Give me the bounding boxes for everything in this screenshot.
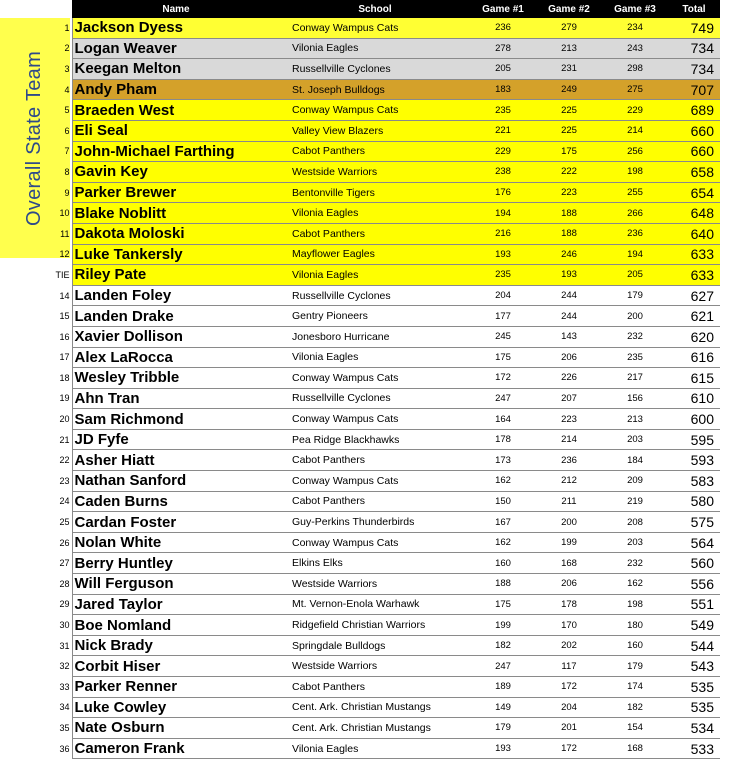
game1-cell: 221 (470, 120, 536, 141)
rank-cell: 5 (64, 105, 70, 116)
rank-cell: 12 (59, 249, 70, 260)
total-header: Total (668, 0, 720, 18)
game2-cell: 204 (536, 697, 602, 718)
name-cell: Ahn Tran (72, 388, 280, 409)
total-cell: 580 (668, 491, 720, 512)
school-cell: Guy-Perkins Thunderbirds (280, 512, 470, 533)
name-cell: Corbit Hiser (72, 656, 280, 677)
game2-cell: 193 (536, 265, 602, 286)
game1-cell: 173 (470, 450, 536, 471)
name-cell: Cardan Foster (72, 512, 280, 533)
school-cell: Cent. Ark. Christian Mustangs (280, 718, 470, 739)
game2-cell: 223 (536, 409, 602, 430)
game3-cell: 194 (602, 244, 668, 265)
game1-cell: 175 (470, 347, 536, 368)
game3-cell: 229 (602, 100, 668, 121)
table-body (40, 18, 720, 759)
game2-cell: 211 (536, 491, 602, 512)
name-cell: Luke Tankersly (72, 244, 280, 265)
school-cell: Gentry Pioneers (280, 306, 470, 327)
name-cell: Cameron Frank (72, 738, 280, 759)
game1-cell: 178 (470, 429, 536, 450)
game1-cell: 247 (470, 388, 536, 409)
school-cell: Cabot Panthers (280, 141, 470, 162)
game1-cell: 188 (470, 574, 536, 595)
table-row (40, 285, 720, 306)
total-cell: 734 (668, 38, 720, 59)
school-cell: Westside Warriors (280, 162, 470, 183)
game2-cell: 172 (536, 677, 602, 698)
rank-cell: 26 (59, 537, 70, 548)
rank-cell: 11 (60, 228, 70, 239)
game1-cell: 229 (470, 141, 536, 162)
name-cell: Sam Richmond (72, 409, 280, 430)
total-cell: 640 (668, 223, 720, 244)
total-cell: 707 (668, 79, 720, 100)
rank-cell: 6 (64, 125, 70, 136)
game3-cell: 213 (602, 409, 668, 430)
name-cell: Boe Nomland (72, 615, 280, 636)
game1-cell: 167 (470, 512, 536, 533)
game3-cell: 255 (602, 182, 668, 203)
school-cell: Conway Wampus Cats (280, 532, 470, 553)
rank-cell: 27 (59, 558, 70, 569)
game2-cell: 188 (536, 223, 602, 244)
game3-cell: 203 (602, 532, 668, 553)
rank-cell: 24 (59, 496, 70, 507)
table-row (40, 738, 720, 759)
game1-cell: 182 (470, 635, 536, 656)
name-cell: Dakota Moloski (72, 223, 280, 244)
school-cell: Jonesboro Hurricane (280, 326, 470, 347)
total-cell: 648 (668, 203, 720, 224)
rank-cell: 30 (59, 620, 70, 631)
rank-cell: 1 (64, 23, 70, 34)
game3-cell: 232 (602, 326, 668, 347)
game3-cell: 256 (602, 141, 668, 162)
game3-cell: 156 (602, 388, 668, 409)
rank-cell: 8 (64, 166, 70, 177)
game3-cell: 184 (602, 450, 668, 471)
name-cell: Luke Cowley (72, 697, 280, 718)
game3-cell: 219 (602, 491, 668, 512)
game3-cell: 217 (602, 368, 668, 389)
game1-cell: 245 (470, 326, 536, 347)
table-row (40, 409, 720, 430)
game2-cell: 117 (536, 656, 602, 677)
name-cell: Nolan White (72, 532, 280, 553)
game1-cell: 164 (470, 409, 536, 430)
game2-cell: 212 (536, 471, 602, 492)
name-cell: Berry Huntley (72, 553, 280, 574)
game2-cell: 170 (536, 615, 602, 636)
rank-cell: 14 (59, 290, 70, 301)
school-cell: Pea Ridge Blackhawks (280, 429, 470, 450)
table-row (40, 491, 720, 512)
total-cell: 633 (668, 265, 720, 286)
table-row (40, 120, 720, 141)
school-cell: Valley View Blazers (280, 120, 470, 141)
game3-cell: 180 (602, 615, 668, 636)
total-cell: 660 (668, 141, 720, 162)
school-cell: Springdale Bulldogs (280, 635, 470, 656)
school-cell: Mt. Vernon-Enola Warhawk (280, 594, 470, 615)
game3-cell: 235 (602, 347, 668, 368)
total-cell: 600 (668, 409, 720, 430)
rank-cell: 10 (59, 208, 70, 219)
game1-cell: 160 (470, 553, 536, 574)
game2-cell: 202 (536, 635, 602, 656)
rank-header (40, 0, 72, 18)
game1-cell: 236 (470, 18, 536, 38)
total-cell: 549 (668, 615, 720, 636)
game2-cell: 249 (536, 79, 602, 100)
name-cell: Landen Foley (72, 285, 280, 306)
game3-cell: 162 (602, 574, 668, 595)
game3-cell: 154 (602, 718, 668, 739)
game2-cell: 188 (536, 203, 602, 224)
game3-cell: 205 (602, 265, 668, 286)
table-row (40, 59, 720, 80)
total-cell: 535 (668, 697, 720, 718)
table-row (40, 574, 720, 595)
game1-header: Game #1 (470, 0, 536, 18)
total-cell: 610 (668, 388, 720, 409)
game3-cell: 182 (602, 697, 668, 718)
game3-cell: 198 (602, 162, 668, 183)
game3-cell: 275 (602, 79, 668, 100)
game2-cell: 168 (536, 553, 602, 574)
game2-cell: 225 (536, 100, 602, 121)
game1-cell: 179 (470, 718, 536, 739)
game2-cell: 199 (536, 532, 602, 553)
total-cell: 654 (668, 182, 720, 203)
school-cell: Vilonia Eagles (280, 738, 470, 759)
total-cell: 593 (668, 450, 720, 471)
school-cell: Conway Wampus Cats (280, 100, 470, 121)
total-cell: 595 (668, 429, 720, 450)
name-cell: Landen Drake (72, 306, 280, 327)
game2-cell: 200 (536, 512, 602, 533)
table-row (40, 388, 720, 409)
game1-cell: 183 (470, 79, 536, 100)
total-cell: 551 (668, 594, 720, 615)
game3-cell: 236 (602, 223, 668, 244)
game1-cell: 150 (470, 491, 536, 512)
game3-cell: 232 (602, 553, 668, 574)
name-cell: Parker Brewer (72, 182, 280, 203)
school-cell: Bentonville Tigers (280, 182, 470, 203)
rank-cell: 28 (59, 578, 70, 589)
rank-cell: 4 (64, 84, 70, 95)
total-cell: 560 (668, 553, 720, 574)
name-cell: Will Ferguson (72, 574, 280, 595)
total-cell: 658 (668, 162, 720, 183)
name-cell: Xavier Dollison (72, 326, 280, 347)
table-header (40, 0, 720, 18)
table-row (40, 162, 720, 183)
rank-cell: 2 (64, 43, 70, 54)
name-cell: John-Michael Farthing (72, 141, 280, 162)
name-cell: JD Fyfe (72, 429, 280, 450)
name-header: Name (72, 0, 280, 18)
name-cell: Logan Weaver (72, 38, 280, 59)
rank-cell: 16 (59, 331, 70, 342)
rank-cell: 36 (59, 743, 70, 754)
table-row (40, 368, 720, 389)
table-row (40, 203, 720, 224)
rank-cell: 23 (59, 475, 70, 486)
game2-cell: 244 (536, 306, 602, 327)
rank-cell: 15 (59, 311, 70, 322)
game2-cell: 207 (536, 388, 602, 409)
game1-cell: 176 (470, 182, 536, 203)
game1-cell: 172 (470, 368, 536, 389)
name-cell: Braeden West (72, 100, 280, 121)
game1-cell: 247 (470, 656, 536, 677)
game1-cell: 235 (470, 265, 536, 286)
name-cell: Asher Hiatt (72, 450, 280, 471)
game2-cell: 214 (536, 429, 602, 450)
name-cell: Nathan Sanford (72, 471, 280, 492)
game1-cell: 193 (470, 738, 536, 759)
school-cell: Cabot Panthers (280, 677, 470, 698)
game2-cell: 236 (536, 450, 602, 471)
name-cell: Gavin Key (72, 162, 280, 183)
school-cell: Ridgefield Christian Warriors (280, 615, 470, 636)
school-cell: Vilonia Eagles (280, 38, 470, 59)
table-row (40, 677, 720, 698)
school-cell: Conway Wampus Cats (280, 368, 470, 389)
name-cell: Eli Seal (72, 120, 280, 141)
total-cell: 543 (668, 656, 720, 677)
total-cell: 621 (668, 306, 720, 327)
game3-cell: 208 (602, 512, 668, 533)
rank-cell: 20 (59, 414, 70, 425)
game3-cell: 179 (602, 656, 668, 677)
name-cell: Andy Pham (72, 79, 280, 100)
table-row (40, 79, 720, 100)
name-cell: Parker Renner (72, 677, 280, 698)
game3-cell: 168 (602, 738, 668, 759)
total-cell: 583 (668, 471, 720, 492)
name-cell: Wesley Tribble (72, 368, 280, 389)
game2-cell: 206 (536, 574, 602, 595)
table-row (40, 141, 720, 162)
name-cell: Nate Osburn (72, 718, 280, 739)
rank-cell: 18 (59, 372, 70, 383)
game2-header: Game #2 (536, 0, 602, 18)
table-row (40, 244, 720, 265)
name-cell: Blake Noblitt (72, 203, 280, 224)
table-row (40, 326, 720, 347)
school-cell: Westside Warriors (280, 656, 470, 677)
game3-cell: 298 (602, 59, 668, 80)
total-cell: 556 (668, 574, 720, 595)
total-cell: 689 (668, 100, 720, 121)
name-cell: Alex LaRocca (72, 347, 280, 368)
game2-cell: 175 (536, 141, 602, 162)
game1-cell: 162 (470, 471, 536, 492)
game1-cell: 175 (470, 594, 536, 615)
table-row (40, 182, 720, 203)
school-cell: Mayflower Eagles (280, 244, 470, 265)
game2-cell: 246 (536, 244, 602, 265)
school-cell: Vilonia Eagles (280, 203, 470, 224)
game3-cell: 198 (602, 594, 668, 615)
game1-cell: 194 (470, 203, 536, 224)
rank-cell: 25 (59, 517, 70, 528)
rank-cell: 32 (59, 661, 70, 672)
table-row (40, 265, 720, 286)
total-cell: 535 (668, 677, 720, 698)
game2-cell: 143 (536, 326, 602, 347)
table-row (40, 347, 720, 368)
game1-cell: 199 (470, 615, 536, 636)
rank-cell: TIE (55, 269, 70, 280)
table-row (40, 429, 720, 450)
state-team-label: Overall State Team (23, 50, 46, 226)
table-row (40, 532, 720, 553)
school-cell: Vilonia Eagles (280, 347, 470, 368)
rank-cell: 34 (59, 702, 70, 713)
table-row (40, 450, 720, 471)
table-row (40, 615, 720, 636)
name-cell: Keegan Melton (72, 59, 280, 80)
rank-cell: 17 (59, 352, 70, 363)
rank-cell: 19 (59, 393, 70, 404)
rank-cell: 22 (59, 455, 70, 466)
game3-cell: 209 (602, 471, 668, 492)
total-cell: 749 (668, 18, 720, 38)
total-cell: 616 (668, 347, 720, 368)
total-cell: 564 (668, 532, 720, 553)
game1-cell: 205 (470, 59, 536, 80)
game2-cell: 279 (536, 18, 602, 38)
school-cell: Cabot Panthers (280, 450, 470, 471)
game1-cell: 193 (470, 244, 536, 265)
game3-cell: 203 (602, 429, 668, 450)
total-cell: 660 (668, 120, 720, 141)
game3-cell: 234 (602, 18, 668, 38)
table-row (40, 18, 720, 38)
school-cell: St. Joseph Bulldogs (280, 79, 470, 100)
total-cell: 627 (668, 285, 720, 306)
game1-cell: 204 (470, 285, 536, 306)
school-header: School (280, 0, 470, 18)
game2-cell: 222 (536, 162, 602, 183)
table-row (40, 471, 720, 492)
table-row (40, 635, 720, 656)
rank-cell: 7 (64, 146, 70, 157)
school-cell: Cent. Ark. Christian Mustangs (280, 697, 470, 718)
table-row (40, 512, 720, 533)
rank-cell: 21 (59, 434, 70, 445)
game1-cell: 149 (470, 697, 536, 718)
game3-cell: 174 (602, 677, 668, 698)
total-cell: 633 (668, 244, 720, 265)
table-row (40, 594, 720, 615)
total-cell: 544 (668, 635, 720, 656)
name-cell: Nick Brady (72, 635, 280, 656)
table-row (40, 223, 720, 244)
name-cell: Riley Pate (72, 265, 280, 286)
game2-cell: 178 (536, 594, 602, 615)
game2-cell: 206 (536, 347, 602, 368)
school-cell: Elkins Elks (280, 553, 470, 574)
total-cell: 533 (668, 738, 720, 759)
name-cell: Caden Burns (72, 491, 280, 512)
total-cell: 575 (668, 512, 720, 533)
name-cell: Jackson Dyess (72, 18, 280, 38)
results-table (40, 0, 720, 759)
total-cell: 620 (668, 326, 720, 347)
game1-cell: 189 (470, 677, 536, 698)
school-cell: Russellville Cyclones (280, 285, 470, 306)
game2-cell: 223 (536, 182, 602, 203)
total-cell: 615 (668, 368, 720, 389)
game2-cell: 225 (536, 120, 602, 141)
rank-cell: 33 (59, 681, 70, 692)
game3-cell: 200 (602, 306, 668, 327)
game1-cell: 216 (470, 223, 536, 244)
school-cell: Russellville Cyclones (280, 388, 470, 409)
rank-cell: 29 (59, 599, 70, 610)
rank-cell: 31 (59, 640, 70, 651)
game2-cell: 213 (536, 38, 602, 59)
school-cell: Cabot Panthers (280, 223, 470, 244)
school-cell: Conway Wampus Cats (280, 471, 470, 492)
game3-cell: 179 (602, 285, 668, 306)
total-cell: 534 (668, 718, 720, 739)
game2-cell: 231 (536, 59, 602, 80)
game2-cell: 226 (536, 368, 602, 389)
school-cell: Westside Warriors (280, 574, 470, 595)
game1-cell: 238 (470, 162, 536, 183)
rank-cell: 9 (64, 187, 70, 198)
game1-cell: 177 (470, 306, 536, 327)
game3-cell: 266 (602, 203, 668, 224)
game3-cell: 214 (602, 120, 668, 141)
table-row (40, 38, 720, 59)
game3-header: Game #3 (602, 0, 668, 18)
rank-cell: 3 (64, 63, 70, 74)
game1-cell: 278 (470, 38, 536, 59)
school-cell: Conway Wampus Cats (280, 18, 470, 38)
table-row (40, 697, 720, 718)
game2-cell: 172 (536, 738, 602, 759)
game3-cell: 243 (602, 38, 668, 59)
school-cell: Vilonia Eagles (280, 265, 470, 286)
table-row (40, 656, 720, 677)
name-cell: Jared Taylor (72, 594, 280, 615)
game1-cell: 162 (470, 532, 536, 553)
school-cell: Conway Wampus Cats (280, 409, 470, 430)
school-cell: Russellville Cyclones (280, 59, 470, 80)
game2-cell: 244 (536, 285, 602, 306)
table-row (40, 718, 720, 739)
total-cell: 734 (668, 59, 720, 80)
school-cell: Cabot Panthers (280, 491, 470, 512)
table-row (40, 553, 720, 574)
game3-cell: 160 (602, 635, 668, 656)
rank-cell: 35 (59, 722, 70, 733)
table-row (40, 100, 720, 121)
game2-cell: 201 (536, 718, 602, 739)
game1-cell: 235 (470, 100, 536, 121)
table-row (40, 306, 720, 327)
